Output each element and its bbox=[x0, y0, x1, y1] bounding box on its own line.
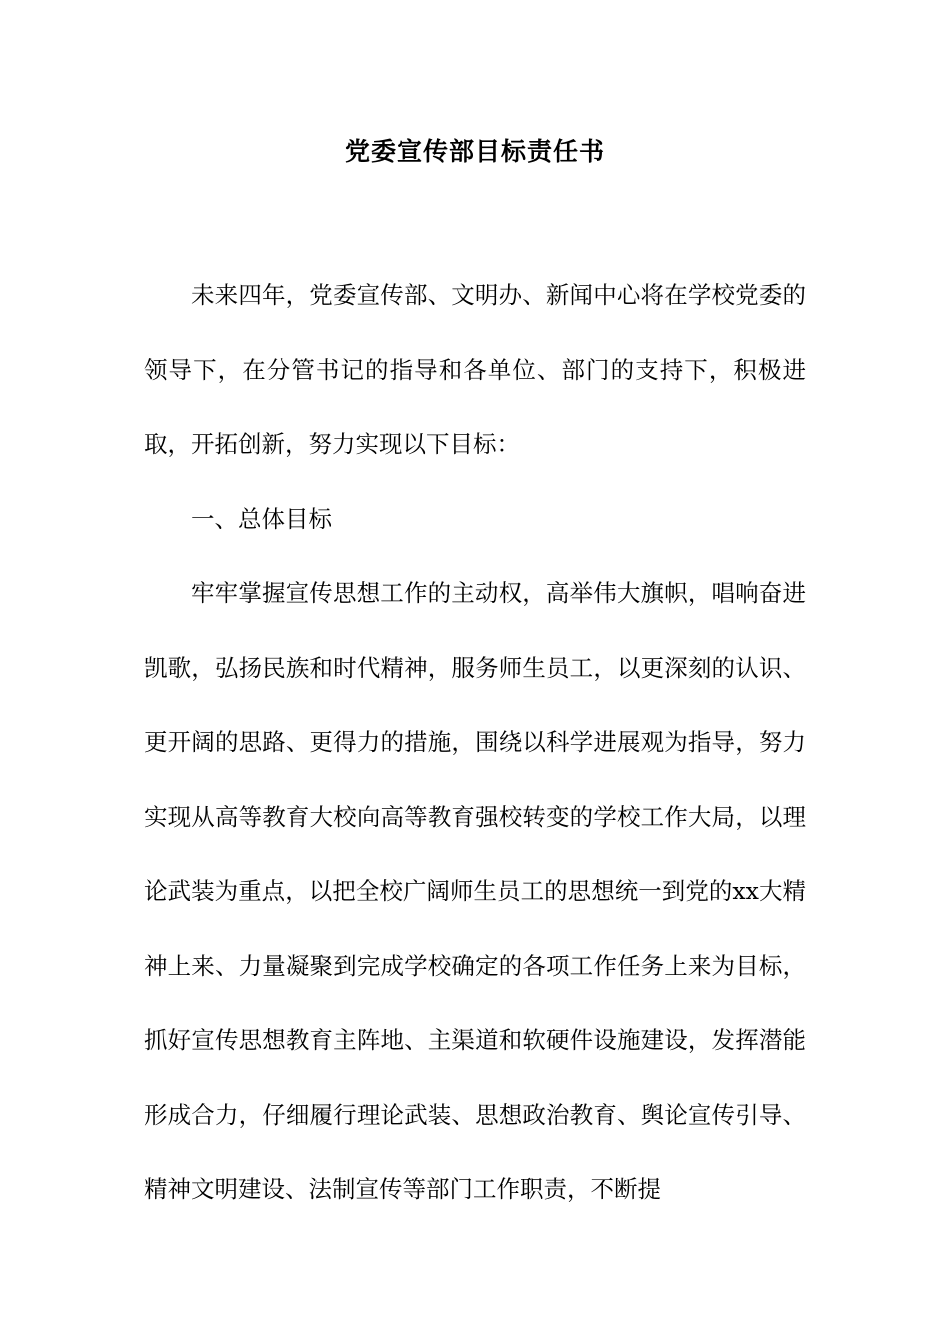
section-heading-overall-goal: 一、总体目标 bbox=[191, 504, 332, 533]
document-title: 党委宣传部目标责任书 bbox=[344, 137, 605, 166]
paragraph-overall-goal: 牢牢掌握宣传思想工作的主动权，高举伟大旗帜，唱响奋进凯歌，弘扬民族和时代精神，服务师生员工，以更深刻的认识、更开阔的思路、更得力的措施，围绕以科学进展观为指导，努力实现从高等教育大校向高等教育强校转变的学校工作大局，以理论武装为重点，以把全校广阔师生员工的思想统一到党的xx大精神上来、力量凝聚到完成学校确定的各项工作任务上来为目标，抓好宣传思想教育主阵地、主渠道和软硬件设施建设，发挥潜能形成合力，仔细履行理论武装、思想政治教育、舆论宣传引导、精神文明建设、法制宣传等部门工作职责，不断提 bbox=[144, 579, 806, 1203]
document-body bbox=[144, 258, 806, 1227]
paragraph-intro: 未来四年，党委宣传部、文明办、新闻中心将在学校党委的领导下，在分管书记的指导和各单位、部门的支持下，积极进取，开拓创新，努力实现以下目标： bbox=[144, 281, 806, 458]
